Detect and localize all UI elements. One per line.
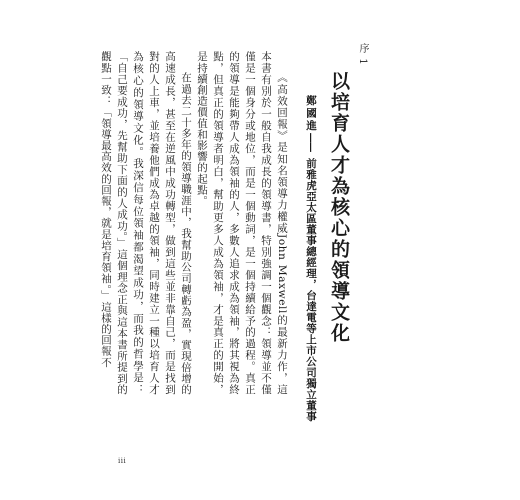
section-label: 序 <box>357 43 368 54</box>
body-paragraph: 在過去二十多年的領導職涯中，我幫助公司轉虧為盈，實現倍增的高速成長，甚至在逆風中成功轉型，做到這些並非靠自己，而是找到對的人上車，並培養他們成為卓越的領袖，同時建立一種以培育人才為核心的領導文化。我深信每位領袖都渴望成功，而我的哲學是：「自己要成功，先幫助下面的人成功。」這個理念正與這本書所提到的觀點一致：「領導最高效的回報，就是培育領袖。」這樣的回報不 <box>100 51 192 395</box>
section-header <box>356 43 368 66</box>
author-role: 前雅虎亞太區董事總經理，台達電等上市公司獨立董事 <box>305 157 317 422</box>
page-number: iii <box>118 457 127 465</box>
section-number: 1 <box>357 58 368 66</box>
article-body <box>100 51 290 395</box>
author-byline <box>304 95 318 422</box>
body-paragraph: 《高效回報》是知名領導力權威John Maxwell的最新力作，這本書有別於一般自我成長的領導書，特別強調一個觀念：領導並不僅僅是一個身分或地位，而是一個動詞，是一個持續給予的過程。真正的領導是能夠帶人成為領袖的人，多數人追求成為領袖，將其視為終點，但真正的領導者明白，幫助更多人成為領袖，才是真正的開始，是持續創造價值和影響的起點。 <box>196 51 288 395</box>
author-dash: —— <box>305 132 317 152</box>
author-name: 鄭國進 <box>305 95 317 133</box>
article-title: 以培育人才為核心的領導文化 <box>328 71 350 344</box>
